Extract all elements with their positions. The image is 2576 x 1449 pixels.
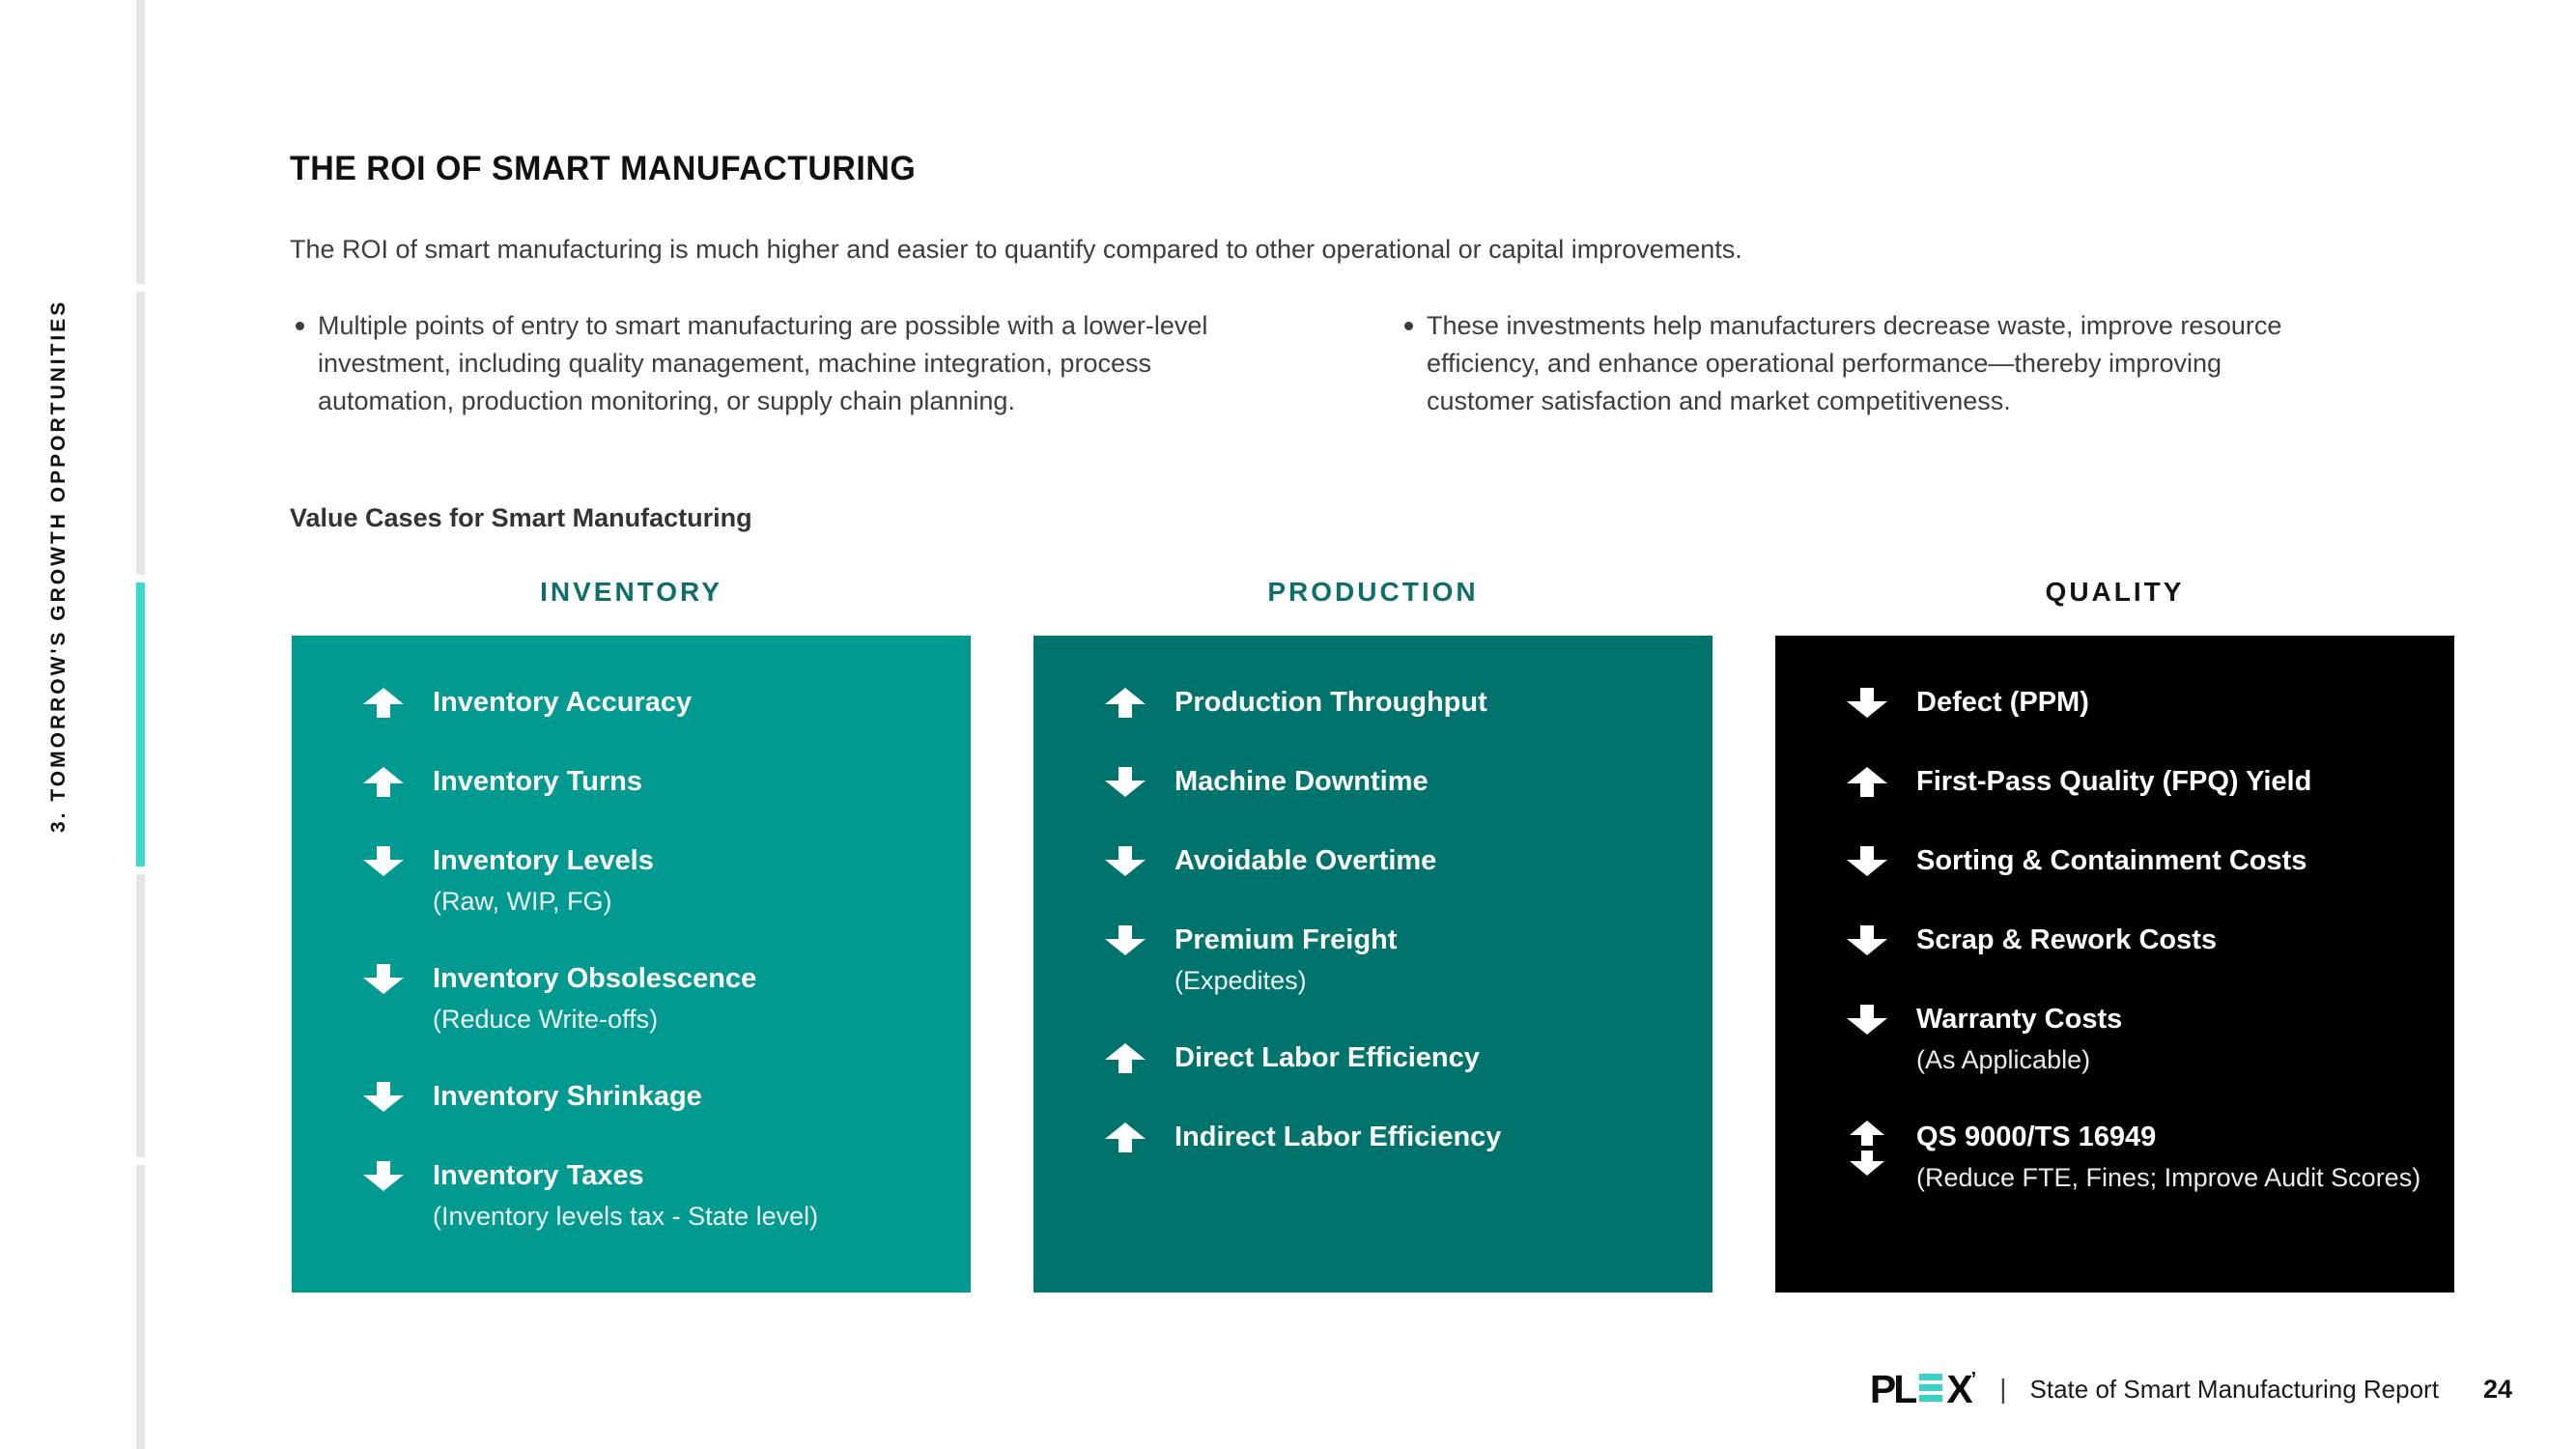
item-label: Inventory Shrinkage	[433, 1081, 702, 1112]
list-item	[1103, 1121, 1685, 1154]
item-label: Direct Labor Efficiency	[1175, 1042, 1480, 1073]
increase-arrow-icon	[361, 767, 406, 797]
item-label: Avoidable Overtime	[1175, 845, 1437, 876]
increase-decrease-arrow-icon	[1845, 1121, 1889, 1176]
list-item	[1103, 1041, 1685, 1075]
bullet-dot	[296, 322, 304, 330]
list-item	[1845, 765, 2427, 799]
decrease-arrow-icon	[361, 846, 406, 876]
inventory-card	[292, 636, 971, 1293]
decrease-arrow-icon	[361, 1082, 406, 1112]
list-item	[361, 686, 944, 720]
track-segment	[136, 292, 145, 576]
page-title: THE ROI OF SMART MANUFACTURING	[290, 150, 917, 187]
item-label: Premium Freight	[1175, 924, 1398, 955]
decrease-arrow-icon	[361, 1161, 406, 1191]
decrease-arrow-icon	[1845, 846, 1889, 876]
item-label: Warranty Costs	[1916, 1004, 2123, 1035]
list-item	[1103, 923, 1685, 996]
item-label: First-Pass Quality (FPQ) Yield	[1916, 766, 2312, 797]
bullet-text: Multiple points of entry to smart manufacturing are possible with a lower-level investment, including quality management, machine integration, process automation, production monitoring, or supply chain planning.	[318, 311, 1208, 415]
list-item	[361, 1159, 944, 1232]
plex-logo-pl: PL	[1869, 1366, 1915, 1411]
increase-arrow-icon	[1103, 1122, 1147, 1152]
bullet-text: These investments help manufacturers decrease waste, improve resource efficiency, and enhance operational performance—thereby improving customer satisfaction and market competitiveness.	[1427, 311, 2282, 415]
decrease-arrow-icon	[361, 964, 406, 994]
decrease-arrow-icon	[1103, 925, 1147, 955]
item-label: Inventory Taxes	[433, 1160, 644, 1191]
item-label: Inventory Accuracy	[433, 687, 693, 718]
list-item	[361, 765, 944, 799]
list-item	[1845, 1003, 2427, 1075]
page-number: 24	[2482, 1374, 2512, 1404]
decrease-arrow-icon	[1103, 846, 1147, 876]
increase-arrow-icon	[1845, 767, 1889, 797]
plex-logo-e-icon	[1919, 1374, 1942, 1402]
list-item	[361, 962, 944, 1035]
item-sublabel: (Raw, WIP, FG)	[433, 887, 612, 916]
item-label: Machine Downtime	[1175, 766, 1429, 797]
item-label: Production Throughput	[1175, 687, 1487, 718]
track-segment	[136, 874, 145, 1158]
list-item	[1845, 923, 2427, 957]
item-label: QS 9000/TS 16949	[1916, 1122, 2157, 1152]
item-label: Inventory Turns	[433, 766, 642, 797]
item-sublabel: (Expedites)	[1175, 966, 1307, 995]
section-heading: Value Cases for Smart Manufacturing	[290, 503, 752, 532]
increase-arrow-icon	[1103, 1043, 1147, 1073]
bullet-item	[1399, 307, 2307, 420]
list-item	[1845, 1121, 2427, 1193]
list-item	[1103, 765, 1685, 799]
intro-text: The ROI of smart manufacturing is much higher and easier to quantify compared to other operational or capital improvements.	[290, 235, 1742, 264]
decrease-arrow-icon	[1845, 1005, 1889, 1035]
quality-card	[1775, 636, 2454, 1293]
item-sublabel: (Reduce FTE, Fines; Improve Audit Scores)	[1916, 1163, 2421, 1192]
bullet-item	[290, 307, 1304, 420]
list-item	[361, 844, 944, 917]
column-header-inventory: INVENTORY	[540, 577, 722, 607]
report-name: State of Smart Manufacturing Report	[2029, 1374, 2439, 1404]
plex-logo-trademark: ’	[1970, 1368, 1977, 1390]
decrease-arrow-icon	[1845, 688, 1889, 718]
list-item	[1845, 844, 2427, 878]
decrease-arrow-icon	[1845, 925, 1889, 955]
plex-logo-x: X	[1946, 1366, 1970, 1411]
list-item	[1845, 686, 2427, 720]
production-card	[1033, 636, 1713, 1293]
item-label: Inventory Obsolescence	[433, 963, 757, 994]
bullet-dot	[1404, 322, 1413, 330]
chapter-progress-track	[136, 0, 145, 1449]
increase-arrow-icon	[361, 688, 406, 718]
item-label: Defect (PPM)	[1916, 687, 2089, 718]
increase-arrow-icon	[1103, 688, 1147, 718]
item-label: Indirect Labor Efficiency	[1175, 1122, 1502, 1152]
track-segment	[136, 1165, 145, 1449]
item-sublabel: (Reduce Write-offs)	[433, 1005, 659, 1034]
item-label: Inventory Levels	[433, 845, 654, 876]
track-segment	[136, 0, 145, 284]
item-label: Sorting & Containment Costs	[1916, 845, 2307, 876]
chapter-label: 3. TOMORROW'S GROWTH OPPORTUNITIES	[47, 298, 70, 833]
decrease-arrow-icon	[1103, 767, 1147, 797]
column-header-quality: QUALITY	[2045, 577, 2185, 607]
list-item	[361, 1080, 944, 1114]
item-label: Scrap & Rework Costs	[1916, 924, 2218, 955]
column-header-production: PRODUCTION	[1267, 577, 1479, 607]
item-sublabel: (Inventory levels tax - State level)	[433, 1202, 819, 1231]
footer-divider: |	[1999, 1374, 2007, 1404]
item-sublabel: (As Applicable)	[1916, 1045, 2091, 1074]
list-item	[1103, 844, 1685, 878]
plex-logo	[1869, 1366, 1977, 1411]
list-item	[1103, 686, 1685, 720]
track-segment-active	[136, 582, 145, 867]
page-footer	[1870, 1368, 2512, 1410]
